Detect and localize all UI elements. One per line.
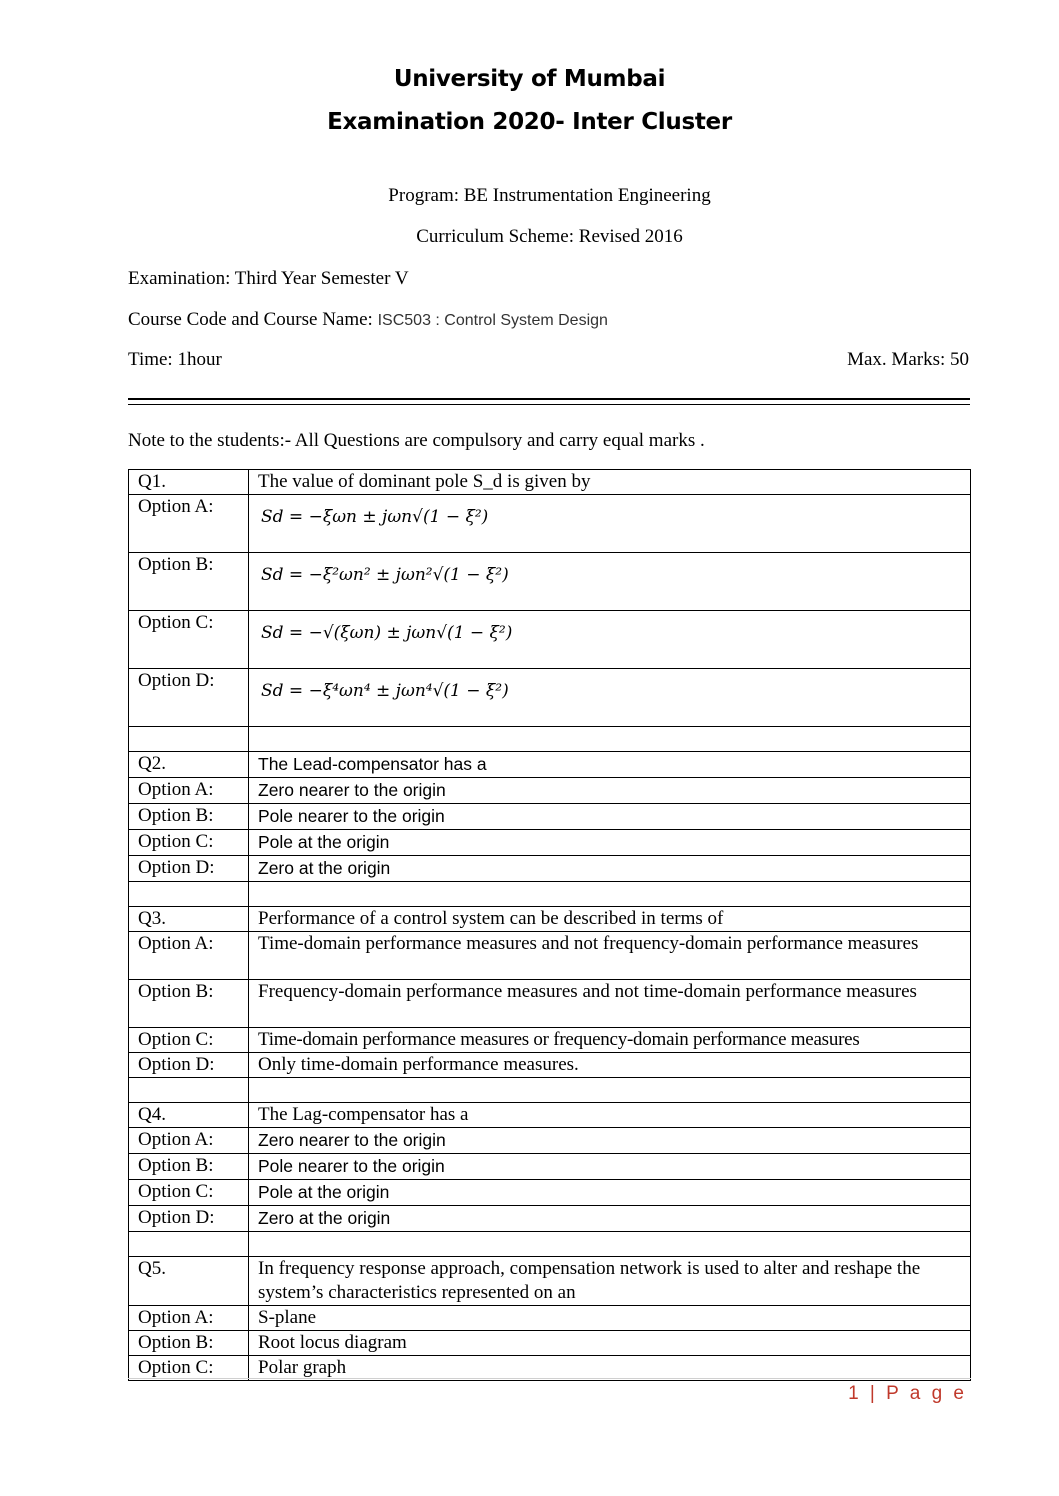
question-text: Performance of a control system can be described in terms of [249,907,971,932]
question-label: Q4. [129,1103,249,1128]
option-label: Option A: [129,1306,249,1331]
option-label: Option C: [129,611,249,669]
table-row [129,932,971,980]
question-text: The Lead-compensator has a [249,752,971,778]
option-label: Option A: [129,932,249,980]
table-row [129,1154,971,1180]
table-row [129,980,971,1028]
option-label: Option B: [129,1154,249,1180]
question-table [128,469,971,1381]
table-row [129,495,971,553]
page-number: 1 | P a g e [848,1383,967,1404]
option-label: Option C: [129,1180,249,1206]
table-row [129,1180,971,1206]
table-row [129,778,971,804]
students-note: Note to the students:- All Questions are compulsory and carry equal marks . [128,430,705,451]
course-name: ISC503 : Control System Design [377,312,608,329]
table-row [129,1232,971,1257]
table-row [129,882,971,907]
course-line [128,309,608,331]
table-row [129,1103,971,1128]
option-text: Time-domain performance measures and not frequency-domain performance measures [249,932,971,980]
option-label: Option D: [129,1206,249,1232]
course-label: Course Code and Course Name: [128,309,378,330]
option-text: Pole at the origin [249,830,971,856]
question-label: Q3. [129,907,249,932]
separator-top [128,398,970,400]
table-row [129,1078,971,1103]
option-text: Zero nearer to the origin [249,778,971,804]
footer-rule [128,1378,971,1379]
option-equation: Sd = −ξ²ωn² ± jωn²√(1 − ξ²) [249,553,971,611]
university-title: University of Mumbai [393,66,666,92]
option-label: Option B: [129,1331,249,1356]
table-row [129,1356,971,1381]
table-row [129,1257,971,1306]
option-label: Option C: [129,1028,249,1053]
table-row [129,752,971,778]
table-row [129,1331,971,1356]
option-label: Option A: [129,778,249,804]
option-text: Polar graph [249,1356,971,1381]
option-text: Zero at the origin [249,1206,971,1232]
option-label: Option D: [129,856,249,882]
option-text: Pole nearer to the origin [249,804,971,830]
option-text: Frequency-domain performance measures and not time-domain performance measures [249,980,971,1028]
option-text: Pole nearer to the origin [249,1154,971,1180]
option-text: Pole at the origin [249,1180,971,1206]
exam-title: Examination 2020- Inter Cluster [327,109,732,135]
question-label: Q2. [129,752,249,778]
option-label: Option B: [129,804,249,830]
question-text: The value of dominant pole S_d is given by [249,470,971,495]
question-text: The Lag-compensator has a [249,1103,971,1128]
question-label: Q5. [129,1257,249,1306]
scheme-line: Curriculum Scheme: Revised 2016 [416,226,683,247]
time-line: Time: 1hour [128,349,222,370]
option-label: Option D: [129,669,249,727]
table-row [129,856,971,882]
option-equation: Sd = −ξ⁴ωn⁴ ± jωn⁴√(1 − ξ²) [249,669,971,727]
table-row [129,553,971,611]
option-text: Root locus diagram [249,1331,971,1356]
table-row [129,669,971,727]
option-text: Zero at the origin [249,856,971,882]
option-label: Option C: [129,1356,249,1381]
option-label: Option B: [129,980,249,1028]
option-equation: Sd = −√(ξωn) ± jωn√(1 − ξ²) [249,611,971,669]
table-row [129,611,971,669]
question-label: Q1. [129,470,249,495]
table-row [129,1053,971,1078]
table-row [129,1028,971,1053]
option-text: S-plane [249,1306,971,1331]
option-label: Option A: [129,1128,249,1154]
table-row [129,470,971,495]
question-text: In frequency response approach, compensation network is used to alter and reshape the system’s characteristics represented on an [249,1257,971,1306]
table-row [129,804,971,830]
table-row [129,1206,971,1232]
separator-bottom [128,404,970,405]
table-row [129,907,971,932]
table-row [129,830,971,856]
option-label: Option C: [129,830,249,856]
option-label: Option B: [129,553,249,611]
max-marks: Max. Marks: 50 [847,349,969,370]
option-text: Time-domain performance measures or frequency-domain performance measures [249,1028,971,1053]
option-equation: Sd = −ξωn ± jωn√(1 − ξ²) [249,495,971,553]
option-text: Zero nearer to the origin [249,1128,971,1154]
table-row [129,1306,971,1331]
table-row [129,727,971,752]
option-text: Only time-domain performance measures. [249,1053,971,1078]
option-label: Option A: [129,495,249,553]
table-row [129,1128,971,1154]
examination-line: Examination: Third Year Semester V [128,268,409,289]
program-line: Program: BE Instrumentation Engineering [388,185,711,206]
option-label: Option D: [129,1053,249,1078]
